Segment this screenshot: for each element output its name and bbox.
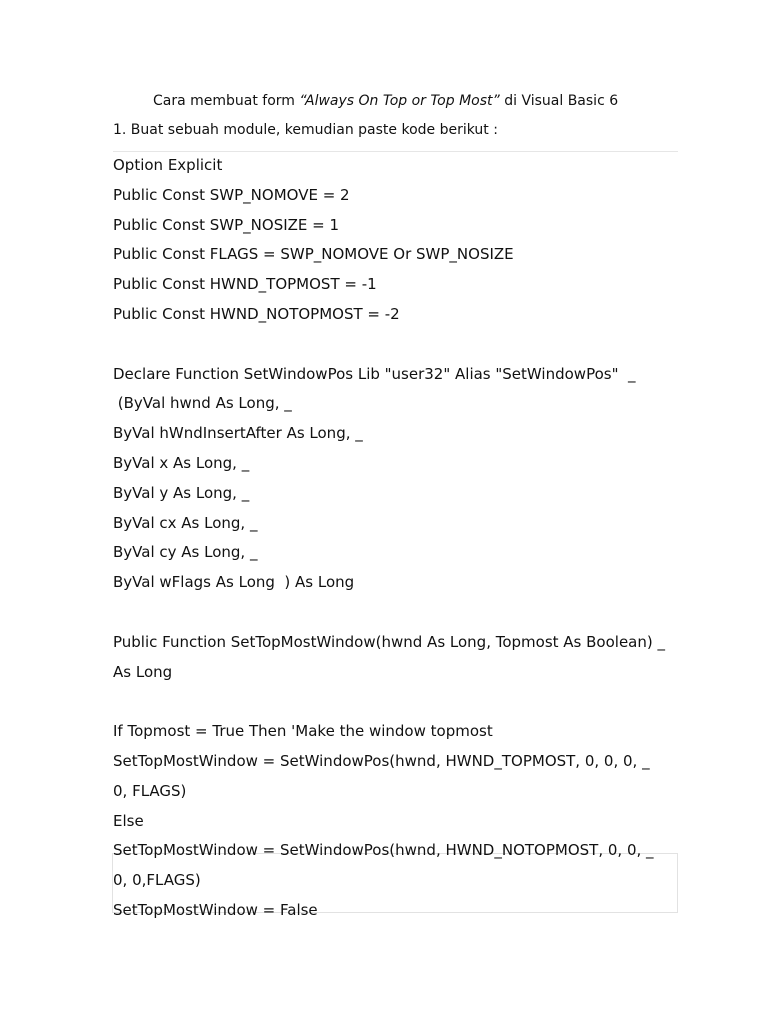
title-suffix: di Visual Basic 6 <box>499 93 619 109</box>
code-line <box>113 687 678 717</box>
code-line: SetTopMostWindow = SetWindowPos(hwnd, HWND_TOPMOST, 0, 0, 0, _ <box>113 751 650 770</box>
code-line: ByVal wFlags As Long ) As Long <box>113 573 355 592</box>
code-line: Option Explicit <box>113 156 223 174</box>
title-prefix: Cara membuat form <box>153 93 300 109</box>
code-line: SetTopMostWindow = False <box>113 900 318 919</box>
code-line: ByVal x As Long, _ <box>113 453 250 472</box>
code-line: Else <box>113 811 144 830</box>
code-line: ByVal cy As Long, _ <box>113 543 258 562</box>
code-block <box>113 151 678 926</box>
code-line: 0, 0,FLAGS) <box>113 871 201 890</box>
code-line <box>113 598 678 628</box>
code-line: Public Const HWND_TOPMOST = -1 <box>113 275 377 294</box>
code-line: Public Const SWP_NOSIZE = 1 <box>113 215 340 234</box>
code-line: (ByVal hwnd As Long, _ <box>113 394 292 413</box>
code-line: Public Const FLAGS = SWP_NOMOVE Or SWP_NOSIZE <box>113 245 514 264</box>
code-line: Public Const SWP_NOMOVE = 2 <box>113 185 350 204</box>
code-line: Public Function SetTopMostWindow(hwnd As Long, Topmost As Boolean) _ <box>113 632 666 651</box>
code-line: ByVal y As Long, _ <box>113 483 250 502</box>
title-emphasis: “Always On Top or Top Most” <box>299 93 500 109</box>
code-line: ByVal cx As Long, _ <box>113 513 258 532</box>
code-line: SetTopMostWindow = SetWindowPos(hwnd, HWND_NOTOPMOST, 0, 0, _ <box>113 841 654 860</box>
code-line: Public Const HWND_NOTOPMOST = -2 <box>113 304 400 323</box>
code-line: As Long <box>113 662 173 681</box>
code-line: ByVal hWndInsertAfter As Long, _ <box>113 424 363 443</box>
document-title <box>153 91 618 111</box>
code-line <box>113 330 678 360</box>
code-line: If Topmost = True Then 'Make the window topmost <box>113 722 493 741</box>
code-line: 0, FLAGS) <box>113 781 187 800</box>
step-1-instruction: 1. Buat sebuah module, kemudian paste kode berikut : <box>113 122 498 138</box>
code-line: Declare Function SetWindowPos Lib "user32" Alias "SetWindowPos" _ <box>113 364 636 383</box>
